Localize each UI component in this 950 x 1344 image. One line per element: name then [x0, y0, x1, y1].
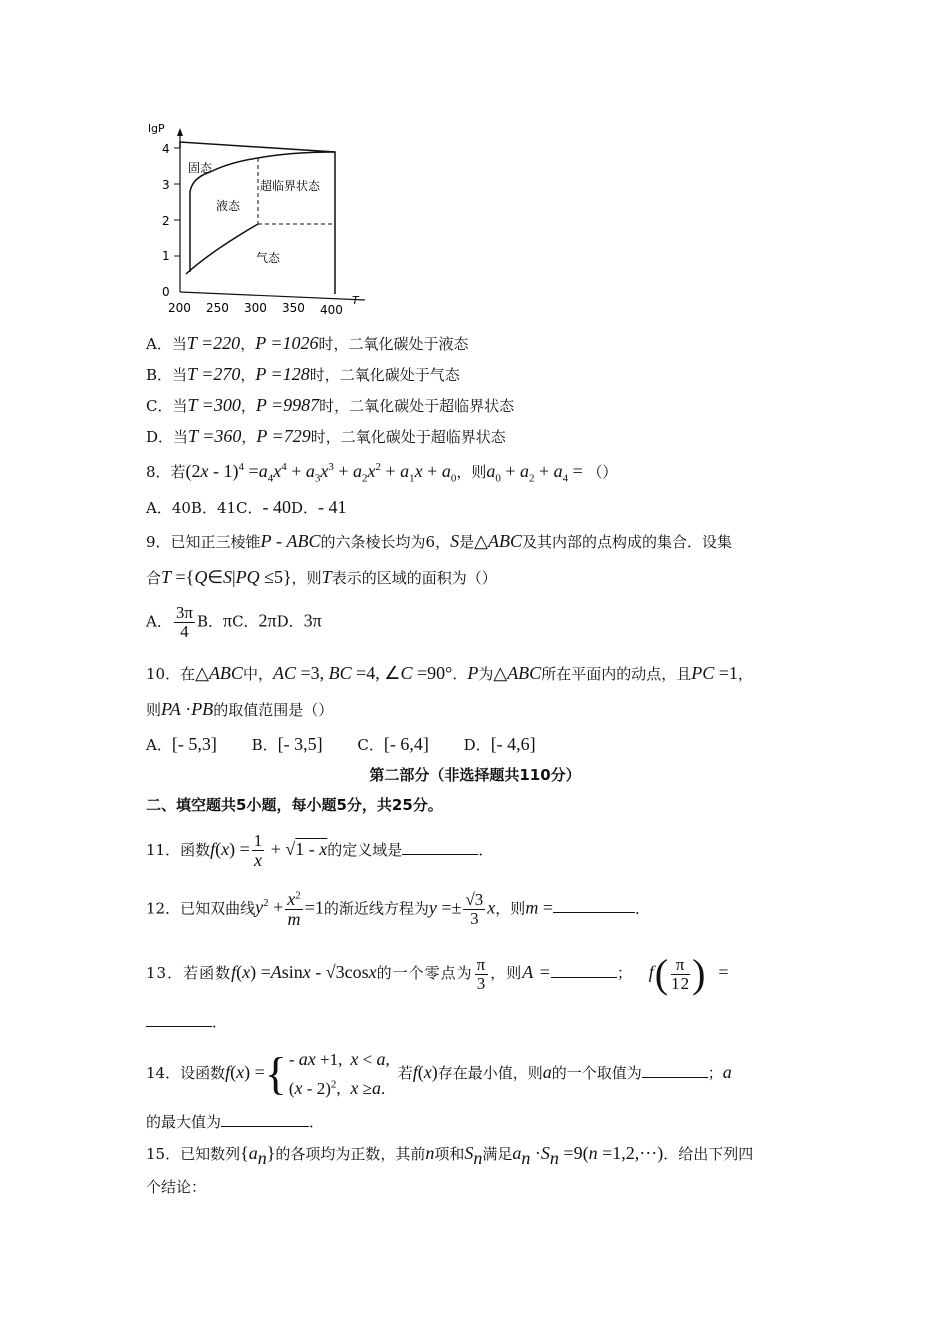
q14-piecewise: - ax +1, x < a, (x - 2)$^2$, x ≥a.: [288, 1049, 390, 1098]
region-gas: 气态: [256, 251, 281, 265]
q7-option-a: A．当T =220，P =1026时，二氧化碳处于液态: [146, 333, 469, 353]
q10-options: A．[- 5,3] B．[- 3,5] C．[- 6,4] D．[- 4,6]: [146, 734, 536, 754]
q14-answer-blank-max[interactable]: [221, 1112, 309, 1127]
x-tick-200: 200: [168, 301, 191, 315]
region-liquid: 液态: [216, 199, 241, 213]
q9-stem-line2: 合T ={Q∈S|PQ ≤5}，则T表示的区域的面积为（）: [146, 567, 497, 587]
q13-answer-blank-f[interactable]: [146, 1012, 212, 1027]
q14: 14．设函数f(x) ={ - ax +1, x < a, (x - 2)$^2$, x ≥a.若f(x)存在最小值，则a的一个取值为 ；a: [146, 1044, 732, 1104]
q9-stem-line1: 9．已知正三棱锥P - ABC的六条棱长均为6，S是△ABC及其内部的点构成的集合．设集: [146, 531, 732, 551]
q13: 13．若函数f(x) =Asinx - √3cosx的一个零点为 $\frac{\pi}{3}$ ，则A = ； f( $\frac{\pi}{12}$ ) =: [146, 951, 730, 996]
q9-option-a-fraction: $\frac{3\pi}{4}$: [175, 603, 193, 641]
y-axis-label: lgP: [148, 122, 165, 135]
q8-options: A．40B．41C．- 40D．- 41: [146, 497, 347, 517]
q12-sqrt3-fraction: $\frac{√3}{3}$: [465, 890, 484, 928]
phase-diagram: [140, 112, 380, 322]
q13-line2: ．: [146, 1012, 227, 1030]
q7-option-d: D．当T =360，P =729时，二氧化碳处于超临界状态: [146, 426, 506, 446]
q11-answer-blank[interactable]: [402, 840, 478, 855]
part2-title: 第二部分（非选择题共110分）: [369, 766, 581, 784]
y-tick-4: 4: [162, 142, 170, 156]
region-supercritical: 超临界状态: [260, 179, 321, 193]
q14-line2: 的最大值为 ．: [146, 1113, 325, 1131]
q10-stem-line1: 10．在△ABC中，AC =3, BC =4, ∠C =90°．P为△ABC所在平面内的动点，且PC =1，: [146, 663, 753, 683]
q13-pi3-fraction: $\frac{\pi}{3}$: [476, 954, 487, 993]
q15-line1: 15．已知数列$\{a_n\}$的各项均为正数，其前n项和$S_n$满足$a_n \cdot S_n =9(n =1,2,\cdot\cdot\cdot)$．给出下列四: [146, 1143, 754, 1168]
x-tick-400: 400: [320, 303, 343, 317]
q9-options: A． $\frac{3\pi}{4}$ B．πC．2πD．3π: [146, 603, 322, 641]
q15-line2: 个结论：: [146, 1178, 207, 1196]
section-fill-in: 二、填空题共5小题，每小题5分，共25分。: [146, 796, 443, 814]
q7-option-c: C．当T =300，P =9987时，二氧化碳处于超临界状态: [146, 395, 515, 415]
x-tick-300: 300: [244, 301, 267, 315]
y-tick-0: 0: [162, 285, 170, 299]
y-tick-1: 1: [162, 249, 170, 263]
x-tick-250: 250: [206, 301, 229, 315]
q12-answer-blank[interactable]: [553, 898, 635, 913]
q7-option-b: B．当T =270，P =128时，二氧化碳处于气态: [146, 364, 460, 384]
q13-pi12-fraction: $\frac{\pi}{12}$: [671, 954, 691, 993]
x-axis-label: T: [352, 294, 359, 307]
q11-fraction: $\frac{1}{x}$: [253, 831, 263, 870]
q12: 12．已知双曲线$y^2$ + $\frac{x^2}{m}$ =1的渐近线方程为y =± $\frac{√3}{3}$ x，则m = ．: [146, 889, 650, 929]
q8-stem: 8．若$(2x - 1)^4 =a_4x^4 + a_3x^3 + a_2x^2 + a_1x + a_0$，则$a_0 + a_2 + a_4$ = （）: [146, 461, 618, 485]
q11: 11．函数f(x) = $\frac{1}{x}$ + √1 - x的定义域是 ．: [146, 831, 494, 870]
q13-answer-blank-a[interactable]: [551, 963, 617, 978]
y-tick-2: 2: [162, 214, 170, 228]
q10-stem-line2: 则PA ·PB的取值范围是（）: [146, 699, 334, 719]
q12-fraction: $\frac{x^2}{m}$: [287, 889, 301, 929]
y-tick-3: 3: [162, 178, 170, 192]
region-solid: 固态: [188, 161, 213, 175]
x-tick-350: 350: [282, 301, 305, 315]
q14-answer-blank-a[interactable]: [642, 1063, 708, 1078]
